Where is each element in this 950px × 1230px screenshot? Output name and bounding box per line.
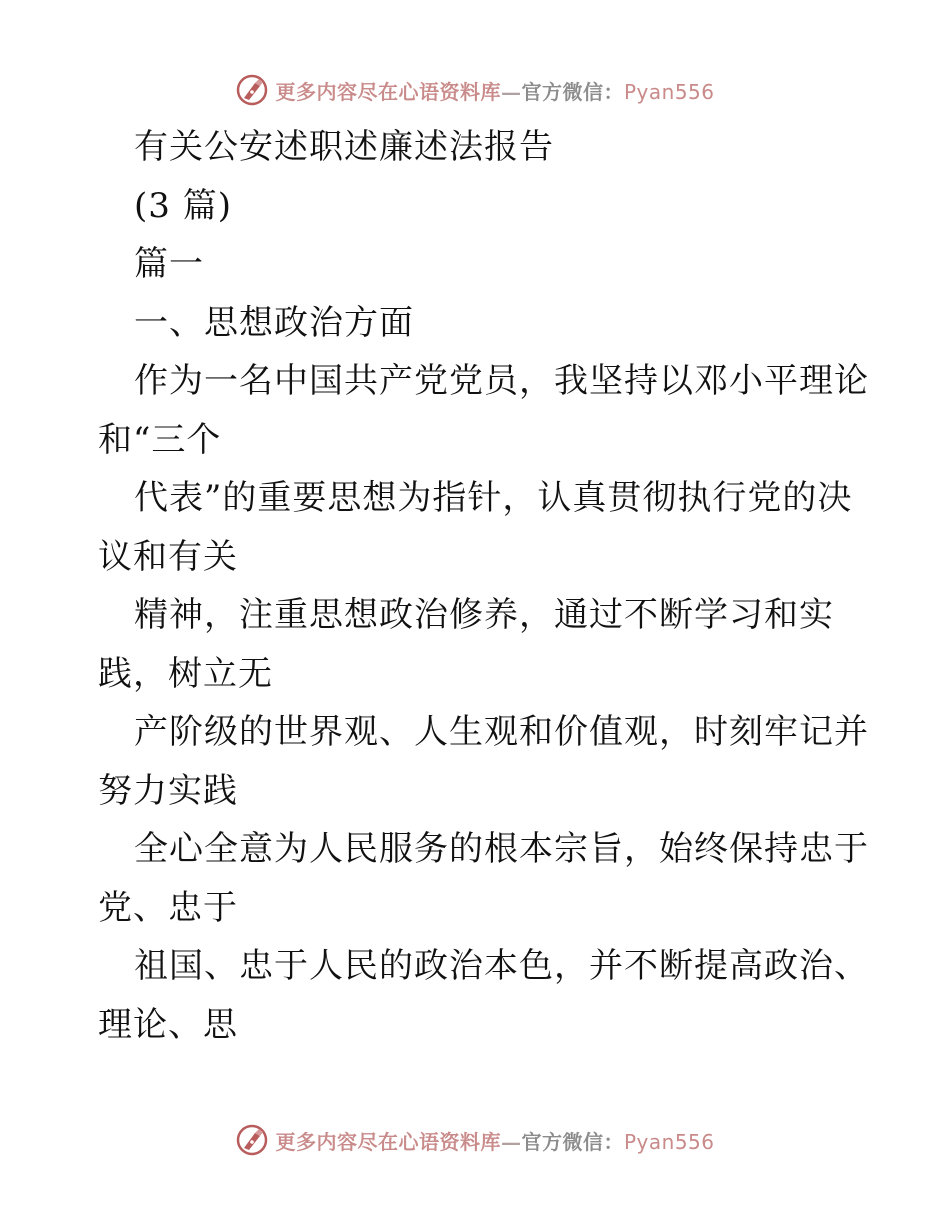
text-line: 精神，注重思想政治修养，通过不断学习和实	[134, 595, 834, 635]
text-line: 理论、思	[98, 1004, 238, 1045]
text-line: 代表”的重要思想为指针，认真贯彻执行党的决	[134, 478, 853, 518]
pen-nib-logo-icon	[235, 73, 269, 107]
document-body	[98, 118, 869, 1054]
text-line: 全心全意为人民服务的根本宗旨，始终保持忠于	[134, 829, 869, 869]
watermark-wechat-id: Pyan556	[623, 79, 715, 104]
watermark-line	[275, 76, 714, 105]
text-line: 一、思想政治方面	[134, 302, 414, 343]
pen-nib-logo-icon	[235, 1123, 269, 1157]
text-line: 产阶级的世界观、人生观和价值观，时刻牢记并	[134, 712, 869, 752]
watermark-wechat-id: Pyan556	[623, 1129, 715, 1154]
watermark-brand: 更多内容尽在心语资料库	[275, 79, 501, 104]
watermark-brand: 更多内容尽在心语资料库	[275, 1129, 501, 1154]
text-line: 议和有关	[98, 536, 238, 577]
watermark-official: 官方微信：	[521, 1129, 624, 1154]
text-line: (3 篇)	[134, 185, 232, 226]
text-line: 作为一名中国共产党党员，我坚持以邓小平理论	[134, 361, 869, 401]
header-watermark	[0, 70, 950, 110]
watermark-dash: —	[500, 1129, 522, 1154]
text-line: 努力实践	[98, 770, 238, 811]
watermark-official: 官方微信：	[521, 79, 624, 104]
watermark-line	[275, 1126, 714, 1155]
text-line: 践，树立无	[98, 653, 273, 694]
text-line: 祖国、忠于人民的政治本色，并不断提高政治、	[134, 946, 869, 986]
document-title: 有关公安述职述廉述法报告	[134, 127, 554, 167]
text-line: 和“三个	[98, 419, 222, 460]
text-line: 篇一	[134, 244, 204, 284]
watermark-dash: —	[500, 79, 522, 104]
footer-watermark	[0, 1120, 950, 1160]
text-line: 党、忠于	[98, 887, 238, 928]
